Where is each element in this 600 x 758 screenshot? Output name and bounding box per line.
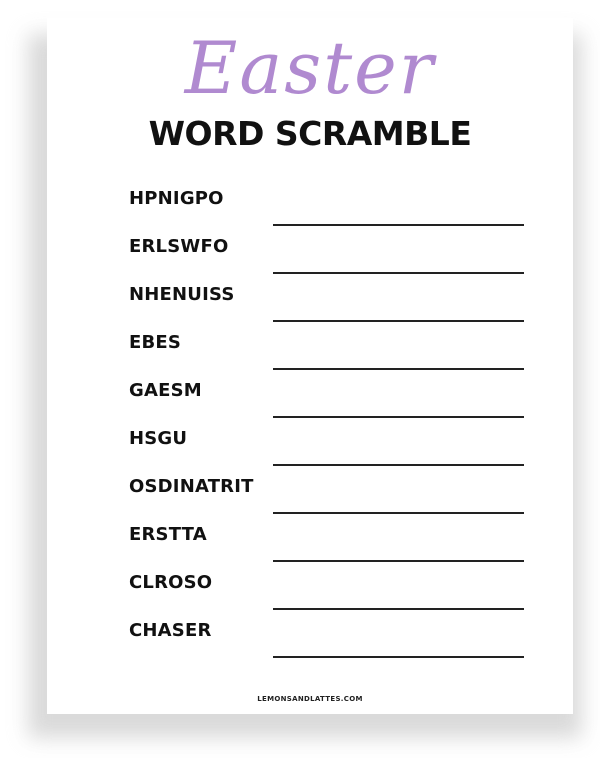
- scramble-list: [47, 186, 573, 666]
- scrambled-word: GAESM: [129, 380, 202, 401]
- scramble-row: [47, 426, 573, 474]
- answer-line: [273, 224, 524, 226]
- answer-line: [273, 416, 524, 418]
- answer-line: [273, 560, 524, 562]
- answer-line: [273, 320, 524, 322]
- answer-line: [273, 656, 524, 658]
- scramble-row: [47, 378, 573, 426]
- answer-line: [273, 368, 524, 370]
- answer-line: [273, 608, 524, 610]
- scramble-row: [47, 234, 573, 282]
- scrambled-word: OSDINATRIT: [129, 476, 254, 497]
- scramble-row: [47, 474, 573, 522]
- answer-line: [273, 464, 524, 466]
- scrambled-word: ERLSWFO: [129, 236, 229, 257]
- script-title: Easter: [184, 26, 436, 110]
- scramble-row: [47, 330, 573, 378]
- answer-line: [273, 272, 524, 274]
- scrambled-word: CLROSO: [129, 572, 213, 593]
- scrambled-word: EBES: [129, 332, 182, 353]
- page-title: WORD SCRAMBLE: [148, 114, 472, 153]
- scramble-row: [47, 186, 573, 234]
- scramble-row: [47, 618, 573, 666]
- scramble-row: [47, 282, 573, 330]
- scramble-row: [47, 570, 573, 618]
- scrambled-word: CHASER: [129, 620, 212, 641]
- scrambled-word: HPNIGPO: [129, 188, 224, 209]
- site-footer: LEMONSANDLATTES.COM: [257, 695, 363, 703]
- scrambled-word: NHENUISS: [129, 284, 235, 305]
- worksheet-page: [47, 18, 573, 714]
- scrambled-word: HSGU: [129, 428, 188, 449]
- scramble-row: [47, 522, 573, 570]
- scrambled-word: ERSTTA: [129, 524, 207, 545]
- answer-line: [273, 512, 524, 514]
